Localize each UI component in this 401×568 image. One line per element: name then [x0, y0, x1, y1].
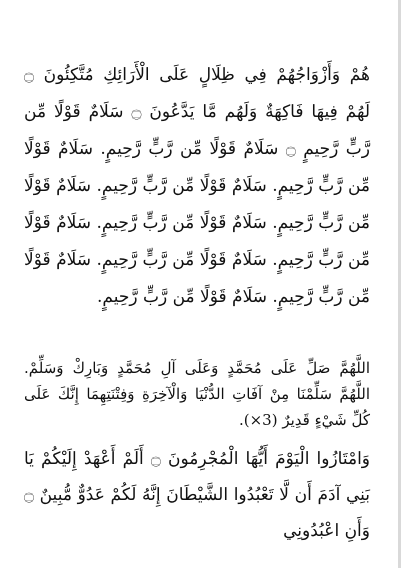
- dua-paragraph: اللَّهُمَّ صَلِّ عَلَى مُحَمَّدٍ وَعَلَى آلِ مُحَمَّدٍ وَبَارِكْ وَسَلِّمْ. اللَّهُمَّ سَلِّمْنَا مِنْ آفَاتِ الدُّنْيَا وَالْآخِرَةِ وَفِتْنَتِهِمَا إِنَّكَ عَلَى كُلِّ شَيْءٍ قَدِيرٌ (3×).: [24, 359, 370, 429]
- quran-verses-paragraph: هُمْ وَأَزْوَاجُهُمْ فِي ظِلَالٍ عَلَى الْأَرَائِكِ مُتَّكِئُونَ ۝ لَهُمْ فِيهَا فَاكِهَةٌ وَلَهُم مَّا يَدَّعُونَ ۝ سَلَامٌ قَوْلًا مِّن رَّبٍّ رَّحِيمٍ ۝ سَلَامٌ قَوْلًا مِّن رَّبٍّ رَّحِيمٍ. سَلَامٌ قَوْلًا مِّن رَّبٍّ رَّحِيمٍ. سَلَامٌ قَوْلًا مِّن رَّبٍّ رَّحِيمٍ. سَلَامٌ قَوْلًا مِّن رَّبٍّ رَّحِيمٍ. سَلَامٌ قَوْلًا مِّن رَّبٍّ رَّحِيمٍ. سَلَامٌ قَوْلًا مِّن رَّبٍّ رَّحِيمٍ. سَلَامٌ قَوْلًا مِّن رَّبٍّ رَّحِيمٍ. سَلَامٌ قَوْلًا مِّن رَّبٍّ رَّحِيمٍ. سَلَامٌ قَوْلًا مِّن رَّبٍّ رَّحِيمٍ.: [24, 65, 370, 307]
- quran-verses-paragraph-2: وَامْتَازُوا الْيَوْمَ أَيُّهَا الْمُجْرِمُونَ ۝ أَلَمْ أَعْهَدْ إِلَيْكُمْ يَا بَنِي آدَمَ أَن لَّا تَعْبُدُوا الشَّيْطَانَ إِنَّهُ لَكُمْ عَدُوٌّ مُّبِينٌ ۝ وَأَنِ اعْبُدُونِي: [24, 449, 371, 541]
